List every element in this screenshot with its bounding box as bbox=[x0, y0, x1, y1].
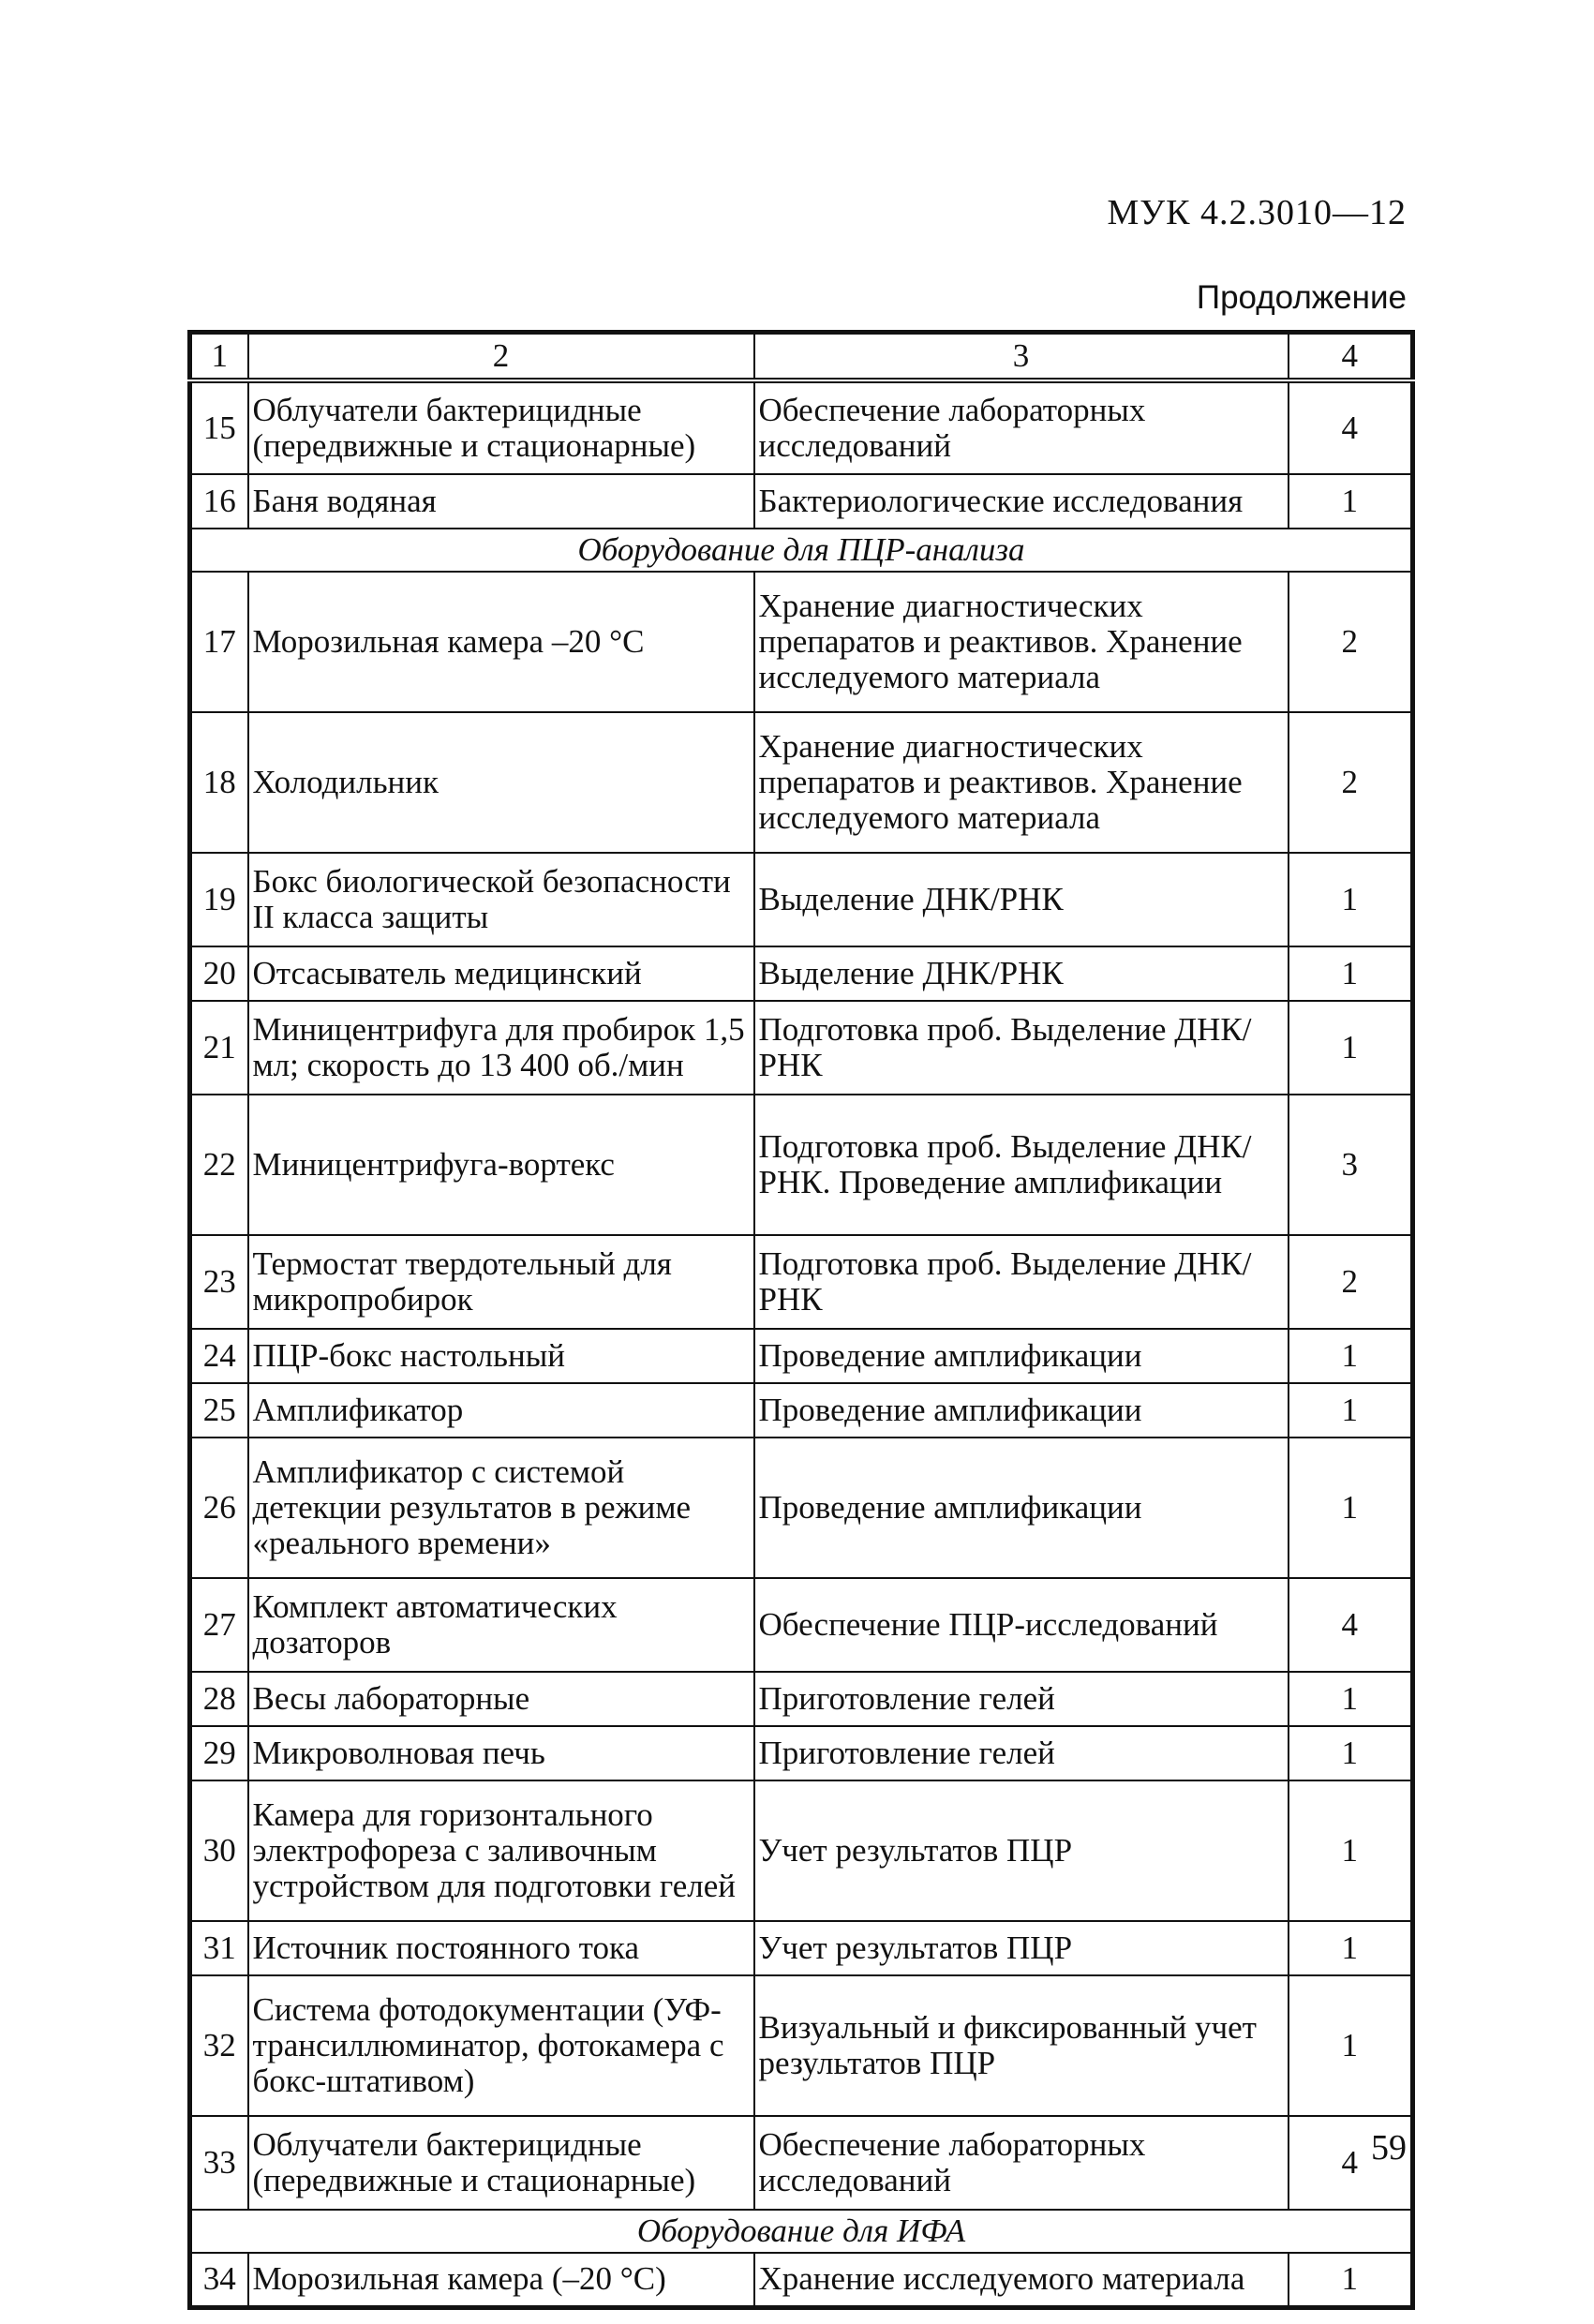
page-number: 59 bbox=[1371, 2128, 1407, 2168]
table-row bbox=[190, 1975, 1413, 2116]
equipment-name: Амплификатор bbox=[248, 1383, 754, 1438]
equipment-purpose: Обеспечение лабораторных исследований bbox=[754, 380, 1289, 474]
row-number: 28 bbox=[190, 1672, 248, 1726]
equipment-name: Камера для горизонтального электрофореза с заливочным устройством для подготовки гелей bbox=[248, 1780, 754, 1921]
column-header-3: 3 bbox=[754, 333, 1289, 381]
table-row bbox=[190, 712, 1413, 853]
row-number: 29 bbox=[190, 1726, 248, 1780]
equipment-purpose: Выделение ДНК/РНК bbox=[754, 946, 1289, 1001]
equipment-purpose: Выделение ДНК/РНК bbox=[754, 853, 1289, 946]
table-header-row bbox=[190, 333, 1413, 381]
equipment-quantity: 4 bbox=[1289, 1578, 1413, 1672]
equipment-quantity: 1 bbox=[1289, 1726, 1413, 1780]
equipment-quantity: 1 bbox=[1289, 1329, 1413, 1383]
column-header-2: 2 bbox=[248, 333, 754, 381]
equipment-purpose: Подготовка проб. Выделение ДНК/РНК bbox=[754, 1001, 1289, 1095]
row-number: 20 bbox=[190, 946, 248, 1001]
table-row bbox=[190, 1095, 1413, 1235]
equipment-name: Баня водяная bbox=[248, 474, 754, 529]
section-header-row bbox=[190, 529, 1413, 572]
equipment-name: Микроволновая печь bbox=[248, 1726, 754, 1780]
equipment-purpose: Проведение амплификации bbox=[754, 1383, 1289, 1438]
equipment-quantity: 1 bbox=[1289, 1383, 1413, 1438]
equipment-quantity: 1 bbox=[1289, 1438, 1413, 1578]
equipment-quantity: 1 bbox=[1289, 474, 1413, 529]
column-header-4: 4 bbox=[1289, 333, 1413, 381]
row-number: 33 bbox=[190, 2116, 248, 2210]
equipment-purpose: Учет результатов ПЦР bbox=[754, 1921, 1289, 1975]
table-row bbox=[190, 1780, 1413, 1921]
table-row bbox=[190, 853, 1413, 946]
equipment-name: Отсасыватель медицинский bbox=[248, 946, 754, 1001]
row-number: 31 bbox=[190, 1921, 248, 1975]
equipment-purpose: Хранение исследуемого материала bbox=[754, 2253, 1289, 2307]
equipment-purpose: Приготовление гелей bbox=[754, 1726, 1289, 1780]
table-row bbox=[190, 1921, 1413, 1975]
equipment-quantity: 1 bbox=[1289, 1921, 1413, 1975]
equipment-quantity: 2 bbox=[1289, 572, 1413, 712]
equipment-name: Морозильная камера (–20 °С) bbox=[248, 2253, 754, 2307]
table-row bbox=[190, 1726, 1413, 1780]
continuation-label: Продолжение bbox=[1196, 279, 1407, 316]
equipment-purpose: Учет результатов ПЦР bbox=[754, 1780, 1289, 1921]
table-row bbox=[190, 572, 1413, 712]
equipment-quantity: 1 bbox=[1289, 1780, 1413, 1921]
equipment-quantity: 2 bbox=[1289, 712, 1413, 853]
equipment-name: Комплект автоматических дозаторов bbox=[248, 1578, 754, 1672]
equipment-quantity: 4 bbox=[1289, 380, 1413, 474]
equipment-name: Облучатели бактерицидные (передвижные и стационарные) bbox=[248, 2116, 754, 2210]
equipment-purpose: Обеспечение ПЦР-исследований bbox=[754, 1578, 1289, 1672]
row-number: 19 bbox=[190, 853, 248, 946]
equipment-name: ПЦР-бокс настольный bbox=[248, 1329, 754, 1383]
equipment-name: Бокс биологической безопасности II класса защиты bbox=[248, 853, 754, 946]
table-row bbox=[190, 474, 1413, 529]
equipment-purpose: Визуальный и фиксированный учет результатов ПЦР bbox=[754, 1975, 1289, 2116]
equipment-purpose: Проведение амплификации bbox=[754, 1329, 1289, 1383]
equipment-quantity: 1 bbox=[1289, 1975, 1413, 2116]
equipment-purpose: Обеспечение лабораторных исследований bbox=[754, 2116, 1289, 2210]
equipment-name: Система фотодокументации (УФ-трансиллюминатор, фотокамера с бокс-штативом) bbox=[248, 1975, 754, 2116]
row-number: 26 bbox=[190, 1438, 248, 1578]
row-number: 30 bbox=[190, 1780, 248, 1921]
equipment-quantity: 1 bbox=[1289, 946, 1413, 1001]
section-title: Оборудование для ПЦР-анализа bbox=[190, 529, 1413, 572]
row-number: 32 bbox=[190, 1975, 248, 2116]
row-number: 21 bbox=[190, 1001, 248, 1095]
row-number: 27 bbox=[190, 1578, 248, 1672]
document-code: МУК 4.2.3010—12 bbox=[1107, 193, 1407, 232]
equipment-quantity: 3 bbox=[1289, 1095, 1413, 1235]
equipment-name: Миницентрифуга-вортекс bbox=[248, 1095, 754, 1235]
equipment-name: Облучатели бактерицидные (передвижные и стационарные) bbox=[248, 380, 754, 474]
table-row bbox=[190, 1329, 1413, 1383]
table-row bbox=[190, 1383, 1413, 1438]
equipment-purpose: Хранение диагностических препаратов и реактивов. Хранение исследуемого материала bbox=[754, 572, 1289, 712]
table-row bbox=[190, 1578, 1413, 1672]
table-row bbox=[190, 1001, 1413, 1095]
equipment-quantity: 1 bbox=[1289, 2253, 1413, 2307]
equipment-name: Холодильник bbox=[248, 712, 754, 853]
table-row bbox=[190, 1438, 1413, 1578]
row-number: 34 bbox=[190, 2253, 248, 2307]
table-row bbox=[190, 1672, 1413, 1726]
row-number: 24 bbox=[190, 1329, 248, 1383]
row-number: 15 bbox=[190, 380, 248, 474]
equipment-name: Термостат твердотельный для микропробирок bbox=[248, 1235, 754, 1329]
equipment-name: Весы лабораторные bbox=[248, 1672, 754, 1726]
row-number: 18 bbox=[190, 712, 248, 853]
row-number: 22 bbox=[190, 1095, 248, 1235]
equipment-name: Амплификатор с системой детекции результатов в режиме «реального времени» bbox=[248, 1438, 754, 1578]
equipment-quantity: 1 bbox=[1289, 1001, 1413, 1095]
equipment-purpose: Проведение амплификации bbox=[754, 1438, 1289, 1578]
equipment-name: Миницентрифуга для пробирок 1,5 мл; скорость до 13 400 об./мин bbox=[248, 1001, 754, 1095]
equipment-quantity: 1 bbox=[1289, 1672, 1413, 1726]
table-row bbox=[190, 1235, 1413, 1329]
section-title: Оборудование для ИФА bbox=[190, 2210, 1413, 2253]
table-row bbox=[190, 2116, 1413, 2210]
equipment-quantity: 1 bbox=[1289, 853, 1413, 946]
equipment-purpose: Бактериологические исследования bbox=[754, 474, 1289, 529]
table-row bbox=[190, 946, 1413, 1001]
row-number: 23 bbox=[190, 1235, 248, 1329]
section-header-row bbox=[190, 2210, 1413, 2253]
equipment-purpose: Приготовление гелей bbox=[754, 1672, 1289, 1726]
equipment-purpose: Хранение диагностических препаратов и реактивов. Хранение исследуемого материала bbox=[754, 712, 1289, 853]
column-header-1: 1 bbox=[190, 333, 248, 381]
equipment-name: Источник постоянного тока bbox=[248, 1921, 754, 1975]
row-number: 16 bbox=[190, 474, 248, 529]
equipment-table-body bbox=[190, 333, 1413, 2308]
equipment-quantity: 2 bbox=[1289, 1235, 1413, 1329]
equipment-purpose: Подготовка проб. Выделение ДНК/РНК. Проведение амплификации bbox=[754, 1095, 1289, 1235]
table-row bbox=[190, 2253, 1413, 2307]
equipment-name: Морозильная камера –20 °С bbox=[248, 572, 754, 712]
table-row bbox=[190, 380, 1413, 474]
equipment-quantity: 4 bbox=[1289, 2116, 1413, 2210]
equipment-table bbox=[187, 330, 1415, 2310]
row-number: 17 bbox=[190, 572, 248, 712]
row-number: 25 bbox=[190, 1383, 248, 1438]
equipment-purpose: Подготовка проб. Выделение ДНК/РНК bbox=[754, 1235, 1289, 1329]
